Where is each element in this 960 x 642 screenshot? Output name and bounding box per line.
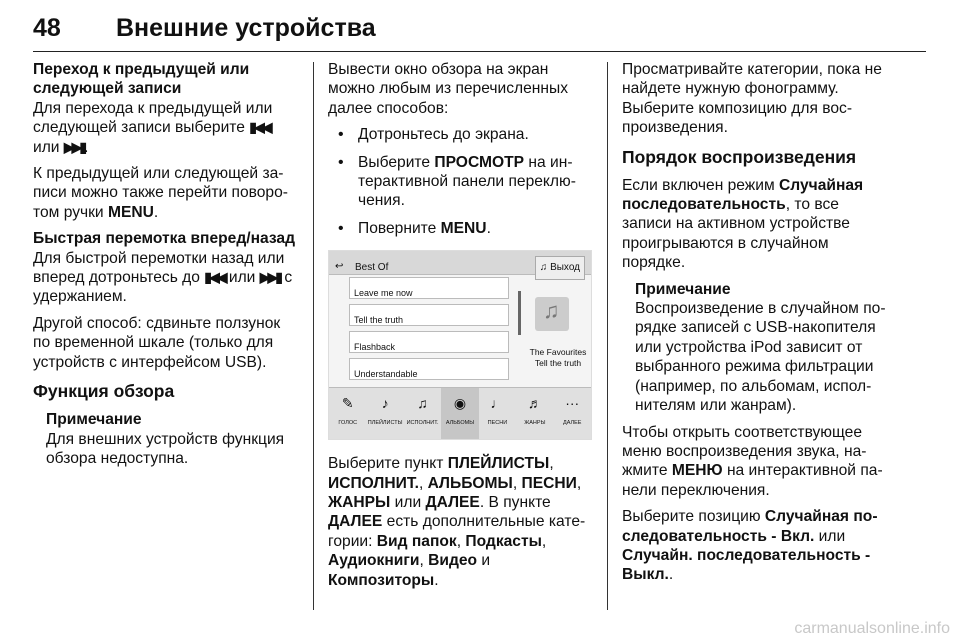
text: Если включен режим [622, 176, 775, 194]
now-playing-info [523, 347, 593, 369]
screen-top-bar [329, 251, 591, 275]
keyword: ПЛЕЙЛИСТЫ [447, 455, 550, 473]
keyword: Аудиокниги [328, 552, 420, 570]
next-track-icon: ▶▶▮ [259, 269, 280, 286]
list-item [328, 153, 596, 211]
text: . [668, 566, 674, 584]
list-item[interactable]: Flashback [349, 331, 509, 353]
next-track-icon: ▶▶▮ [63, 138, 85, 155]
screen-title: Best Of [355, 262, 389, 274]
interaction-selector-bar [329, 387, 591, 439]
tab-songs[interactable] [479, 388, 516, 439]
column-divider [313, 62, 314, 610]
list-item[interactable]: Understandable [349, 358, 509, 380]
text: Чтобы открыть соответствующее меню воспроизведения звука, нажмите [622, 423, 867, 480]
tab-artists[interactable] [404, 388, 441, 439]
keyword: Случайная последовательность [622, 176, 864, 214]
keyword: ДАЛЕЕ [328, 513, 383, 531]
text: или [228, 269, 256, 287]
note-text: Для внешних устройств функция обзора недоступна. [46, 430, 285, 467]
previous-track-icon: ▮◀◀ [204, 269, 225, 286]
keyword: МЕНЮ [671, 462, 723, 480]
paragraph [622, 507, 890, 585]
tab-genres[interactable] [516, 388, 553, 439]
heading-prev-next: Переход к предыдущей или следующей записи [33, 61, 250, 98]
keyword: ПЕСНИ [521, 474, 577, 492]
album-title: The Favourites [529, 347, 587, 358]
keyword: Случайн. последовательность - Выкл. [622, 546, 871, 584]
menu-knob-label: MENU [108, 203, 154, 221]
watermark: carmanualsonline.info [794, 620, 950, 637]
tab-label: ГОЛОС [338, 420, 358, 427]
text: , то все записи на активном устройстве проигрываются в случайном порядке. [622, 196, 850, 272]
playlist-icon: ♪ [381, 395, 389, 412]
text: К предыдущей или следующей записи можно также перейти поворотом ручки [33, 165, 288, 221]
note-title: Примечание [46, 411, 142, 429]
note-text: Воспроизведение в случайном порядке записей с USB-накопителя или устройства iPod зависит от выбранного режима фильтрации (например, по альбомам, исполнителям или жанрам). [635, 300, 886, 415]
tab-playlists[interactable] [366, 388, 403, 439]
artist-icon: ♫ [417, 395, 428, 412]
scroll-thumb[interactable] [518, 291, 521, 335]
note-title: Примечание [635, 280, 731, 298]
voice-icon: ✎ [341, 395, 354, 412]
text: Для быстрой перемотки назад или вперед дотроньтесь до [33, 249, 285, 287]
tab-more[interactable] [554, 388, 591, 439]
exit-label: Выход [550, 262, 580, 274]
tab-label: ПЛЕЙЛИСТЫ [367, 420, 403, 427]
paragraph: К предыдущей или следующей записи можно также перейти поворотом ручки MENU. [33, 165, 288, 221]
paragraph: Выберите пункт ПЛЕЙЛИСТЫ, ИСПОЛНИТ., АЛЬБОМЫ, ПЕСНИ, ЖАНРЫ или ДАЛЕЕ. В пункте ДАЛЕЕ есть дополнительные категории: Вид папок, Подкасты, Аудиокниги, Видео и Композиторы. [328, 455, 586, 589]
tab-label: ДАЛЕЕ [563, 420, 582, 427]
text: и [481, 552, 491, 570]
text: Выберите [358, 153, 431, 171]
text: . [486, 219, 491, 237]
paragraph: Для перехода к предыдущей или следующей записи выберите ▮◀◀ или ▶▶▮. [33, 99, 273, 156]
album-art-icon [535, 297, 569, 331]
more-icon: ··· [565, 395, 580, 412]
note [635, 280, 890, 416]
column-2 [328, 60, 596, 597]
keyword: ДАЛЕЕ [425, 494, 480, 512]
keyword: Видео [428, 552, 478, 570]
keyword: АЛЬБОМЫ [427, 474, 513, 492]
keyword: Случайная последовательность - Вкл. [622, 508, 878, 545]
paragraph: Вывести окно обзора на экран можно любым из перечисленных далее способов: [328, 61, 569, 117]
genre-icon: ♬ [527, 395, 542, 412]
text: Поверните [358, 219, 437, 237]
text: Выберите позицию [622, 508, 761, 526]
page-header [33, 14, 926, 52]
heading-browse: Функция обзора [33, 381, 175, 402]
text: с удержанием. [33, 269, 293, 306]
previous-track-icon: ▮◀◀ [249, 119, 270, 136]
page-number: 48 [33, 14, 61, 42]
bullet-list [328, 125, 596, 238]
keyword: Композиторы [328, 571, 435, 589]
list-item[interactable]: Tell the truth [349, 304, 509, 326]
back-icon[interactable]: ↩ [335, 261, 344, 273]
tab-label: ЖАНРЫ [524, 420, 546, 427]
tab-albums[interactable] [441, 388, 478, 439]
tab-label: АЛЬБОМЫ [445, 420, 475, 427]
text: Для перехода к предыдущей или следующей записи выберите [33, 99, 273, 137]
paragraph [33, 249, 301, 307]
song-icon: ♩ [490, 395, 505, 412]
tab-label: ПЕСНИ [487, 420, 508, 427]
keyword: MENU [440, 219, 487, 237]
paragraph [622, 176, 890, 273]
section-title: Внешние устройства [116, 14, 376, 42]
text: Выберите пункт [328, 455, 444, 473]
text: или [33, 138, 60, 156]
column-1 [33, 60, 301, 475]
text: есть дополнительные категории: [328, 513, 586, 550]
text: или [818, 527, 846, 545]
column-3 [622, 60, 890, 592]
note [46, 410, 301, 468]
list-item: • Дотроньтесь до экрана. [328, 125, 596, 144]
paragraph: Просматривайте категории, пока не найдете нужную фонограмму. Выберите композицию для воспроизведения. [622, 61, 882, 137]
keyword: Вид папок [376, 532, 457, 550]
track-title: Tell the truth [534, 358, 582, 369]
text: на интерактивной панели переключения. [622, 462, 883, 499]
keyword: ПРОСМОТР [434, 153, 525, 171]
track-list [349, 277, 509, 385]
keyword: Подкасты [465, 532, 542, 550]
paragraph: Другой способ: сдвиньте ползунок по временной шкале (только для устройств с интерфейсом USB). [33, 314, 281, 371]
exit-button[interactable] [535, 256, 585, 279]
list-item [328, 219, 596, 238]
text: . В пункте [479, 494, 551, 512]
heading-fast-forward: Быстрая перемотка вперед/назад [33, 230, 295, 248]
column-divider [607, 62, 608, 610]
tab-voice[interactable] [329, 388, 366, 439]
keyword: ЖАНРЫ [328, 494, 391, 512]
list-item[interactable]: Leave me now [349, 277, 509, 299]
text: или [394, 494, 422, 512]
keyword: ИСПОЛНИТ. [328, 474, 419, 492]
album-icon: ◉ [453, 395, 467, 412]
tab-label: ИСПОЛНИТ. [406, 420, 439, 427]
text: на интерактивной панели переключения. [358, 153, 576, 210]
browse-screen-illustration [328, 250, 592, 440]
music-note-icon: ♫ [539, 262, 551, 274]
paragraph [622, 423, 890, 501]
heading-playback-order: Порядок воспроизведения [622, 146, 857, 167]
